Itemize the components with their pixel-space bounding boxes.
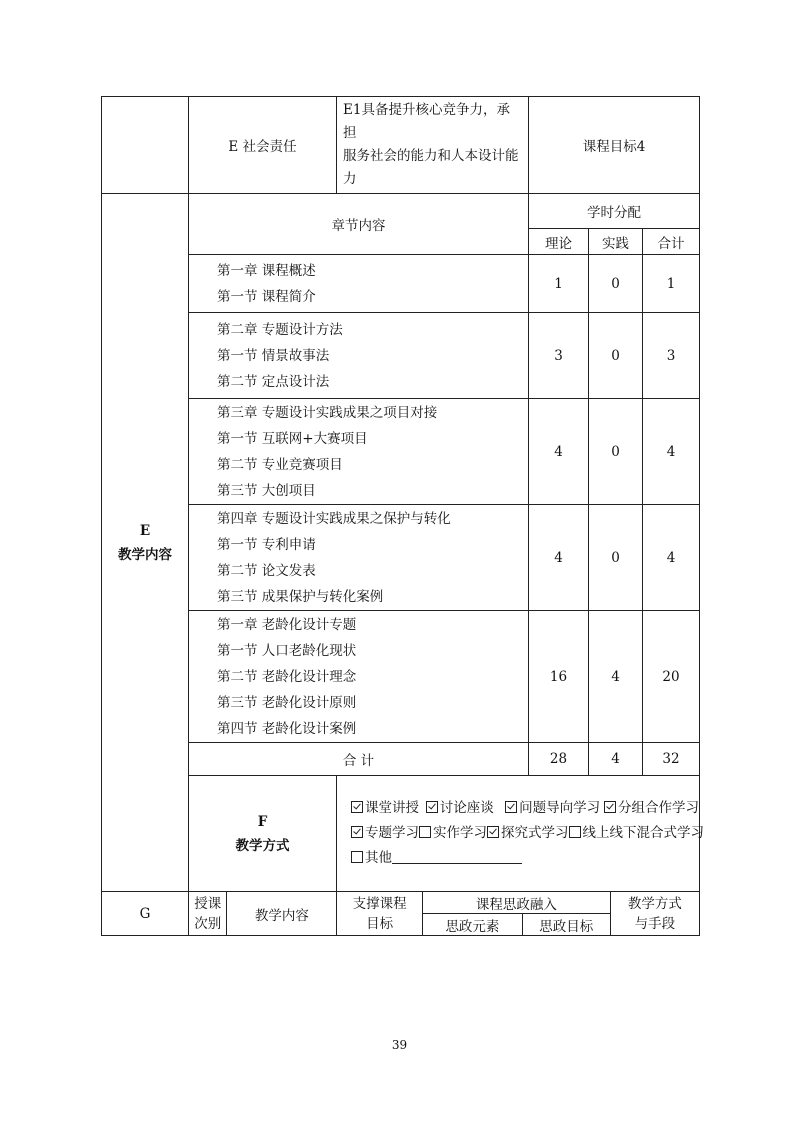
- session-header-line: 授课: [194, 895, 222, 912]
- method-option[interactable]: [505, 796, 604, 821]
- chapter-line: 第三章 专题设计实践成果之项目对接: [217, 404, 438, 421]
- method-option[interactable]: [426, 796, 505, 821]
- chapter-line: 第一节 课程简介: [217, 288, 316, 305]
- method-option[interactable]: [351, 821, 419, 846]
- checkbox-empty-icon[interactable]: [351, 851, 363, 863]
- section-e-code: E: [139, 522, 151, 539]
- category-cell: E 社会责任: [189, 97, 337, 194]
- total-hours: 4: [643, 399, 700, 505]
- total-hours: 1: [643, 255, 700, 313]
- sum-row: [102, 743, 700, 776]
- practice-hours: 4: [589, 611, 643, 743]
- chapter-row: [102, 399, 700, 505]
- sum-label: 合 计: [189, 743, 529, 776]
- chapter-line: 第一章 老龄化设计专题: [217, 616, 357, 633]
- method-means-line: 与手段: [634, 915, 676, 932]
- checkbox-checked-icon[interactable]: [487, 826, 499, 838]
- chapter-lines: [189, 611, 529, 743]
- sum-practice: 4: [589, 743, 643, 776]
- row-social-responsibility: [102, 97, 700, 194]
- checkbox-checked-icon[interactable]: [505, 801, 517, 813]
- course-syllabus-table: [101, 96, 704, 936]
- chapter-line: 第二节 老龄化设计理念: [217, 668, 357, 685]
- method-option[interactable]: [604, 796, 699, 821]
- section-g-label: G: [102, 892, 189, 936]
- chapter-row: [102, 611, 700, 743]
- method-option[interactable]: [569, 821, 705, 846]
- practice-hours: 0: [589, 399, 643, 505]
- section-f-code: F: [257, 813, 268, 830]
- method-label: 专题学习: [365, 825, 419, 841]
- chapter-line: 第一节 互联网+大赛项目: [217, 430, 368, 447]
- chapter-line: 第四节 老龄化设计案例: [217, 720, 357, 737]
- chapter-line: 第一节 情景故事法: [217, 347, 330, 364]
- ideology-goal-header: 思政目标: [522, 914, 610, 936]
- chapter-line: 第三节 成果保护与转化案例: [217, 588, 384, 605]
- chapter-lines: [189, 505, 529, 611]
- chapter-line: 第一章 课程概述: [217, 262, 316, 279]
- chapter-line: 第二章 专题设计方法: [217, 321, 343, 338]
- chapter-line: 第二节 定点设计法: [217, 373, 330, 390]
- empty-cell: [102, 97, 189, 194]
- method-label: 课堂讲授: [365, 800, 419, 816]
- method-option[interactable]: [487, 821, 569, 846]
- teaching-methods-row: [102, 776, 700, 892]
- section-e-label: [102, 194, 189, 892]
- checkbox-checked-icon[interactable]: [426, 801, 438, 813]
- requirement-line: 力: [343, 171, 357, 187]
- section-f-title: 教学方式: [235, 837, 290, 854]
- section-g-inner-table: [189, 892, 699, 935]
- course-goal-cell: 课程目标4: [529, 97, 700, 194]
- method-means-header: [610, 892, 699, 935]
- practice-header: 实践: [589, 229, 643, 255]
- fill-in-blank[interactable]: [392, 849, 522, 864]
- checkbox-checked-icon[interactable]: [604, 801, 616, 813]
- chapter-line: 第一节 专利申请: [217, 536, 316, 553]
- ideology-header: 课程思政融入: [423, 892, 611, 914]
- method-means-line: 教学方式: [627, 895, 682, 912]
- chapter-line: 第四章 专题设计实践成果之保护与转化: [217, 510, 451, 527]
- teaching-content-header: 教学内容: [227, 892, 337, 935]
- total-hours: 20: [643, 611, 700, 743]
- methods-row: [351, 846, 699, 871]
- section-f-label: [189, 776, 337, 892]
- method-option[interactable]: [351, 796, 426, 821]
- checkbox-checked-icon[interactable]: [351, 826, 363, 838]
- theory-hours: 1: [529, 255, 589, 313]
- supporting-goal-line: 支撑课程: [352, 895, 407, 912]
- total-hours: 4: [643, 505, 700, 611]
- chapter-lines: [189, 313, 529, 399]
- method-label: 分组合作学习: [618, 800, 700, 816]
- total-hours: 3: [643, 313, 700, 399]
- checkbox-empty-icon[interactable]: [569, 826, 581, 838]
- ideology-element-header: 思政元素: [423, 914, 523, 936]
- chapter-row: [102, 255, 700, 313]
- method-label: 线上线下混合式学习: [582, 825, 704, 841]
- session-header: [189, 892, 227, 935]
- theory-hours: 4: [529, 505, 589, 611]
- requirement-line: E1具备提升核心竞争力，承担: [343, 102, 510, 141]
- section-g-header: [189, 892, 700, 936]
- content-header-row: [102, 194, 700, 229]
- method-label: 实作学习: [433, 825, 487, 841]
- total-header: 合计: [643, 229, 700, 255]
- chapter-line: 第二节 论文发表: [217, 562, 316, 579]
- requirement-line: 服务社会的能力和人本设计能: [343, 148, 519, 164]
- method-label: 探究式学习: [501, 825, 569, 841]
- theory-header: 理论: [529, 229, 589, 255]
- sum-total: 32: [643, 743, 700, 776]
- practice-hours: 0: [589, 255, 643, 313]
- practice-hours: 0: [589, 313, 643, 399]
- session-header-line: 次别: [194, 915, 222, 932]
- chapter-lines: [189, 255, 529, 313]
- method-option-other[interactable]: [351, 846, 522, 871]
- hours-header: 学时分配: [529, 194, 700, 229]
- chapter-row: [102, 313, 700, 399]
- methods-row: [351, 821, 704, 846]
- checkbox-empty-icon[interactable]: [419, 826, 431, 838]
- section-g-row: [102, 892, 700, 936]
- section-e-title: 教学内容: [118, 546, 172, 563]
- theory-hours: 3: [529, 313, 589, 399]
- practice-hours: 0: [589, 505, 643, 611]
- supporting-goal-line: 目标: [366, 915, 394, 932]
- chapter-row: [102, 505, 700, 611]
- theory-hours: 16: [529, 611, 589, 743]
- requirement-cell: [337, 97, 529, 194]
- chapter-lines: [189, 399, 529, 505]
- theory-hours: 4: [529, 399, 589, 505]
- chapter-line: 第一节 人口老龄化现状: [217, 642, 357, 659]
- methods-row: [351, 796, 699, 821]
- teaching-methods-cell: [337, 776, 704, 892]
- method-label: 讨论座谈: [439, 800, 494, 816]
- method-label: 问题导向学习: [519, 800, 601, 816]
- method-label: 其他: [365, 850, 392, 866]
- method-option[interactable]: [419, 821, 487, 846]
- chapter-line: 第二节 专业竞赛项目: [217, 456, 343, 473]
- chapter-line: 第三节 大创项目: [217, 482, 316, 499]
- supporting-goal-header: [337, 892, 423, 935]
- page-number: 39: [391, 1038, 408, 1052]
- sum-theory: 28: [529, 743, 589, 776]
- checkbox-checked-icon[interactable]: [351, 801, 363, 813]
- chapter-content-header: 章节内容: [189, 194, 529, 255]
- chapter-line: 第三节 老龄化设计原则: [217, 694, 357, 711]
